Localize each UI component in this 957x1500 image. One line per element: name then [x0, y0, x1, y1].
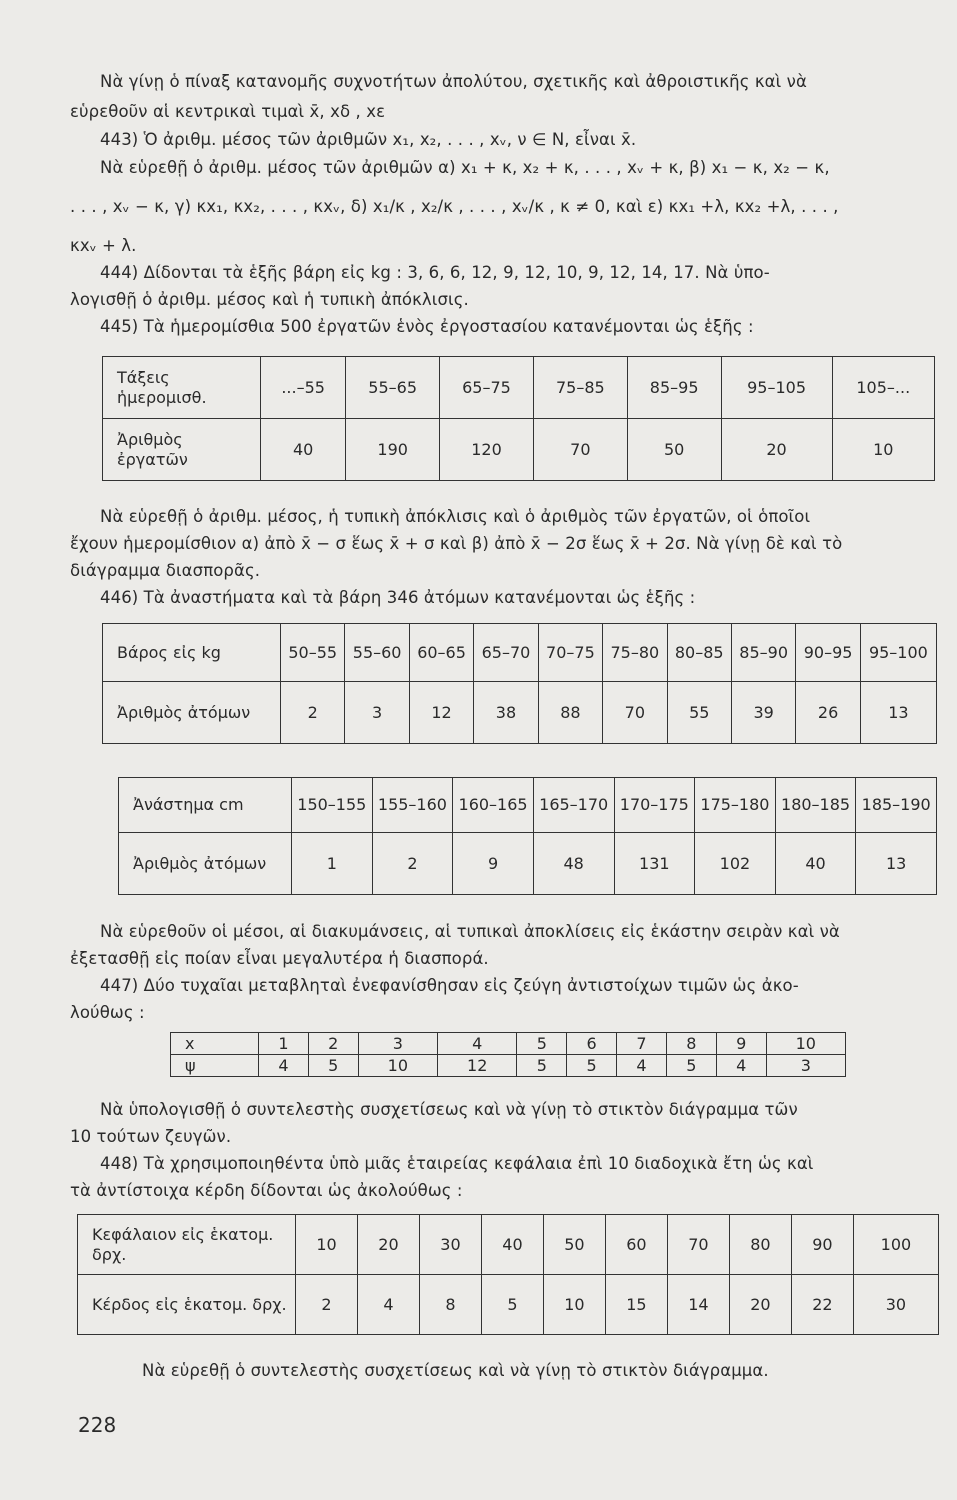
table-cell: 5: [517, 1055, 567, 1077]
table-row: [78, 1215, 939, 1275]
table-cell: 12: [438, 1055, 517, 1077]
page-number: 228: [78, 1413, 117, 1437]
heights-table: [118, 777, 937, 895]
table-cell: 4: [438, 1033, 517, 1055]
table-row: [119, 833, 937, 895]
table-cell: 55: [667, 682, 731, 744]
table-row: [103, 357, 935, 419]
table-cell: 40: [481, 1215, 543, 1275]
table-cell: 75–80: [603, 624, 667, 682]
row-header-cell: Ἀριθμὸς ἐργατῶν: [103, 419, 261, 481]
table-cell: 20: [729, 1275, 791, 1335]
table-cell: 22: [791, 1275, 853, 1335]
table-cell: 105–...: [832, 357, 934, 419]
table-cell: 10: [766, 1033, 845, 1055]
table-cell: 85–95: [627, 357, 721, 419]
table-cell: 3: [766, 1055, 845, 1077]
table-cell: 9: [453, 833, 534, 895]
table-cell: 5: [308, 1055, 358, 1077]
table-cell: 100: [853, 1215, 938, 1275]
table-cell: 88: [538, 682, 602, 744]
table-cell: 131: [614, 833, 695, 895]
text-line: Νὰ εὑρεθῇ ὁ ἀριθμ. μέσος, ἡ τυπικὴ ἀπόκλισις καὶ ὁ ἀριθμὸς τῶν ἐργατῶν, οἱ ὁποῖοι: [100, 507, 811, 526]
wages-table: [102, 356, 935, 481]
table-row: [171, 1033, 846, 1055]
text-line: κxᵥ + λ.: [70, 236, 137, 255]
table-cell: 5: [567, 1055, 617, 1077]
row-header-cell: Ἀριθμὸς ἀτόμων: [103, 682, 281, 744]
text-line: λούθως :: [70, 1003, 145, 1022]
text-line: 10 τούτων ζευγῶν.: [70, 1127, 232, 1146]
table-cell: 50: [543, 1215, 605, 1275]
text-line: Νὰ εὑρεθῇ ὁ ἀριθμ. μέσος τῶν ἀριθμῶν α) x₁ + κ, x₂ + κ, . . . , xᵥ + κ, β) x₁ − κ, x₂ − κ,: [100, 158, 830, 177]
table-cell: 10: [832, 419, 934, 481]
row-header-cell: Κέρδος εἰς ἑκατομ. δρχ.: [78, 1275, 296, 1335]
table-cell: 70: [667, 1215, 729, 1275]
table-cell: 50: [627, 419, 721, 481]
table-cell: 4: [716, 1055, 766, 1077]
text-line: λογισθῇ ὁ ἀριθμ. μέσος καὶ ἡ τυπικὴ ἀπόκλισις.: [70, 290, 469, 309]
table-cell: 95–105: [721, 357, 832, 419]
table-cell: 3: [345, 682, 409, 744]
table-cell: 175–180: [695, 778, 776, 833]
table-cell: 5: [666, 1055, 716, 1077]
table-cell: 185–190: [856, 778, 937, 833]
table-cell: 20: [357, 1215, 419, 1275]
text-line: 443) Ὁ ἀριθμ. μέσος τῶν ἀριθμῶν x₁, x₂, . . . , xᵥ, ν ∈ N, εἶναι x̄.: [100, 130, 637, 149]
table-cell: 55–60: [345, 624, 409, 682]
table-cell: 2: [308, 1033, 358, 1055]
row-header-cell: Τάξεις ἡμερομισθ.: [103, 357, 261, 419]
table-cell: 8: [419, 1275, 481, 1335]
table-row: [78, 1275, 939, 1335]
table-cell: 160–165: [453, 778, 534, 833]
table-cell: 4: [357, 1275, 419, 1335]
table-cell: 80: [729, 1215, 791, 1275]
table-cell: 50–55: [281, 624, 345, 682]
text-line: Νὰ ὑπολογισθῇ ὁ συντελεστὴς συσχετίσεως καὶ νὰ γίνῃ τὸ στικτὸν διάγραμμα τῶν: [100, 1100, 798, 1119]
weights-table: [102, 623, 937, 744]
table-cell: 13: [856, 833, 937, 895]
table-cell: 8: [666, 1033, 716, 1055]
table-cell: 65–70: [474, 624, 538, 682]
table-cell: 6: [567, 1033, 617, 1055]
text-line: Νὰ εὑρεθοῦν οἱ μέσοι, αἱ διακυμάνσεις, αἱ τυπικαὶ ἀποκλίσεις εἰς ἑκάστην σειρὰν καὶ νὰ: [100, 922, 840, 941]
table-row: [171, 1055, 846, 1077]
table-cell: 4: [259, 1055, 309, 1077]
table-cell: 13: [860, 682, 936, 744]
text-line: . . . , xᵥ − κ, γ) κx₁, κx₂, . . . , κxᵥ, δ) x₁/κ , x₂/κ , . . . , xᵥ/κ , κ ≠ 0, καὶ ε) κx₁ +λ, κx₂ +λ, . . . ,: [70, 197, 839, 216]
table-cell: 30: [853, 1275, 938, 1335]
text-line: Νὰ γίνῃ ὁ πίναξ κατανομῆς συχνοτήτων ἀπολύτου, σχετικῆς καὶ ἀθροιστικῆς καὶ νὰ: [100, 72, 807, 91]
table-cell: 60–65: [409, 624, 473, 682]
text-line: ἐξετασθῇ εἰς ποίαν εἶναι μεγαλυτέρα ἡ διασπορά.: [70, 949, 489, 968]
table-cell: 30: [419, 1215, 481, 1275]
table-cell: 14: [667, 1275, 729, 1335]
table-cell: 90–95: [796, 624, 860, 682]
table-cell: 180–185: [775, 778, 856, 833]
table-cell: 170–175: [614, 778, 695, 833]
table-cell: 12: [409, 682, 473, 744]
table-row: [119, 778, 937, 833]
text-line: εὑρεθοῦν αἱ κεντρικαὶ τιμαὶ x̄, xδ , xε: [70, 102, 386, 121]
table-cell: 2: [281, 682, 345, 744]
table-cell: 102: [695, 833, 776, 895]
table-cell: 95–100: [860, 624, 936, 682]
table-cell: 2: [296, 1275, 358, 1335]
table-cell: 39: [731, 682, 795, 744]
table-cell: 10: [358, 1055, 437, 1077]
table-cell: 5: [481, 1275, 543, 1335]
table-cell: ...–55: [261, 357, 346, 419]
text-line: τὰ ἀντίστοιχα κέρδη δίδονται ὡς ἀκολούθως :: [70, 1181, 463, 1200]
table-cell: 90: [791, 1215, 853, 1275]
table-cell: 1: [259, 1033, 309, 1055]
table-cell: 150–155: [292, 778, 373, 833]
row-header-cell: Ἀνάστημα cm: [119, 778, 292, 833]
table-cell: 85–90: [731, 624, 795, 682]
row-header-cell: ψ: [171, 1055, 259, 1077]
row-header-cell: x: [171, 1033, 259, 1055]
text-line: 447) Δύο τυχαῖαι μεταβληταὶ ἐνεφανίσθησαν εἰς ζεύγη ἀντιστοίχων τιμῶν ὡς ἀκο-: [100, 976, 799, 995]
text-line: διάγραμμα διασπορᾶς.: [70, 561, 261, 580]
table-row: [103, 419, 935, 481]
table-cell: 9: [716, 1033, 766, 1055]
table-cell: 70: [533, 419, 627, 481]
table-cell: 10: [543, 1275, 605, 1335]
capital-profit-table: [77, 1214, 939, 1335]
table-cell: 40: [261, 419, 346, 481]
table-cell: 3: [358, 1033, 437, 1055]
table-cell: 75–85: [533, 357, 627, 419]
text-line: 446) Τὰ ἀναστήματα καὶ τὰ βάρη 346 ἀτόμων κατανέμονται ὡς ἑξῆς :: [100, 588, 696, 607]
xy-pairs-table: [170, 1032, 846, 1077]
text-line: Νὰ εὑρεθῇ ὁ συντελεστὴς συσχετίσεως καὶ νὰ γίνῃ τὸ στικτὸν διάγραμμα.: [142, 1361, 769, 1380]
table-cell: 10: [296, 1215, 358, 1275]
row-header-cell: Βάρος εἰς kg: [103, 624, 281, 682]
table-cell: 120: [440, 419, 534, 481]
table-cell: 5: [517, 1033, 567, 1055]
table-cell: 1: [292, 833, 373, 895]
table-cell: 70–75: [538, 624, 602, 682]
table-row: [103, 682, 937, 744]
table-row: [103, 624, 937, 682]
table-cell: 7: [617, 1033, 667, 1055]
table-cell: 26: [796, 682, 860, 744]
row-header-cell: Κεφάλαιον εἰς ἑκατομ. δρχ.: [78, 1215, 296, 1275]
table-cell: 55–65: [346, 357, 440, 419]
table-cell: 60: [605, 1215, 667, 1275]
table-cell: 155–160: [372, 778, 453, 833]
row-header-cell: Ἀριθμὸς ἀτόμων: [119, 833, 292, 895]
text-line: 444) Δίδονται τὰ ἑξῆς βάρη εἰς kg : 3, 6, 6, 12, 9, 12, 10, 9, 12, 14, 17. Νὰ ὑπο-: [100, 263, 770, 282]
text-line: 445) Τὰ ἡμερομίσθια 500 ἐργατῶν ἑνὸς ἐργοστασίου κατανέμονται ὡς ἑξῆς :: [100, 317, 754, 336]
text-line: 448) Τὰ χρησιμοποιηθέντα ὑπὸ μιᾶς ἑταιρείας κεφάλαια ἐπὶ 10 διαδοχικὰ ἔτη ὡς καὶ: [100, 1154, 814, 1173]
table-cell: 190: [346, 419, 440, 481]
table-cell: 65–75: [440, 357, 534, 419]
table-cell: 15: [605, 1275, 667, 1335]
table-cell: 165–170: [533, 778, 614, 833]
table-cell: 2: [372, 833, 453, 895]
table-cell: 48: [533, 833, 614, 895]
table-cell: 80–85: [667, 624, 731, 682]
table-cell: 70: [603, 682, 667, 744]
table-cell: 20: [721, 419, 832, 481]
text-line: ἔχουν ἡμερομίσθιον α) ἀπὸ x̄ − σ ἕως x̄ + σ καὶ β) ἀπὸ x̄ − 2σ ἕως x̄ + 2σ. Νὰ γίνῃ δὲ καὶ τὸ: [70, 534, 843, 553]
table-cell: 38: [474, 682, 538, 744]
table-cell: 4: [617, 1055, 667, 1077]
table-cell: 40: [775, 833, 856, 895]
